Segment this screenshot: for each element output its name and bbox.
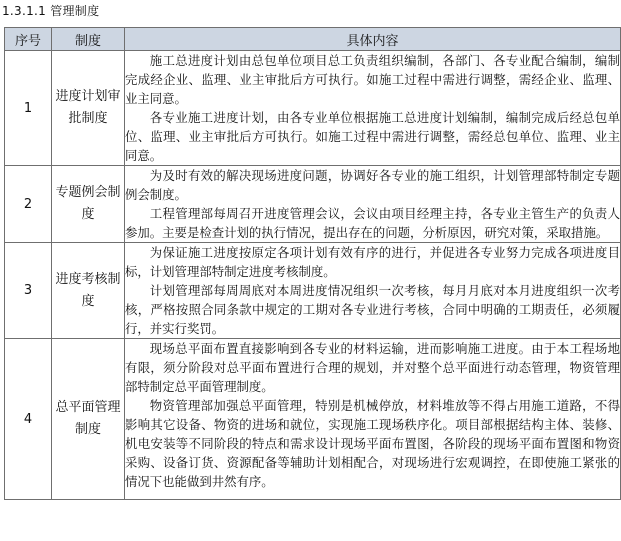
row-number: 3 [5,243,52,339]
system-name: 进度计划审批制度 [52,51,125,166]
system-name: 进度考核制度 [52,243,125,339]
header-content: 具体内容 [125,28,621,51]
system-name: 总平面管理制度 [52,339,125,500]
table-header-row [5,28,621,51]
row-number: 4 [5,339,52,500]
table-row [5,339,621,500]
content-paragraph: 为及时有效的解决现场进度问题，协调好各专业的施工组织，计划管理部特制定专题例会制度。 [125,168,620,202]
content-paragraph: 工程管理部每周召开进度管理会议，会议由项目经理主持，各专业主管生产的负责人参加。主要是检查计划的执行情况，提出存在的问题，分析原因，研究对策，采取措施。 [125,206,620,240]
system-name: 专题例会制度 [52,166,125,243]
management-system-table [4,27,621,500]
content-paragraph: 为保证施工进度按原定各项计划有效有序的进行，并促进各专业努力完成各项进度目标，计划管理部特制定进度考核制度。 [125,245,620,279]
header-system: 制度 [52,28,125,51]
content-paragraph: 各专业施工进度计划，由各专业单位根据施工总进度计划编制，编制完成后经总包单位、监理、业主审批后方可执行。如施工过程中需进行调整，需经总包单位、监理、业主同意。 [125,110,620,163]
content-cell [125,243,621,339]
section-heading: 1.3.1.1 管理制度 [2,4,100,18]
row-number: 1 [5,51,52,166]
content-cell [125,166,621,243]
content-paragraph: 物资管理部加强总平面管理，特别是机械停放，材料堆放等不得占用施工道路，不得影响其它设备、物资的进场和就位，实现施工现场秩序化。项目部根据结构主体、装修、机电安装等不同阶段的特点和需求设计现场平面布置图，各阶段的现场平面布置图和物资采购、设备订货、资源配备等辅助计划相配合，对现场进行宏观调控，在即使施工紧张的情况下也能做到井然有序。 [125,398,620,489]
content-cell [125,339,621,500]
content-cell [125,51,621,166]
content-paragraph: 计划管理部每周周底对本周进度情况组织一次考核，每月月底对本月进度组织一次考核，严格按照合同条款中规定的工期对各专业进行考核，合同中明确的工期责任，必须履行，并实行奖罚。 [125,283,620,336]
table-row [5,166,621,243]
table-row [5,243,621,339]
table-row [5,51,621,166]
header-no: 序号 [5,28,52,51]
content-paragraph: 现场总平面布置直接影响到各专业的材料运输，进而影响施工进度。由于本工程场地有限，须分阶段对总平面布置进行合理的规划，并对整个总平面进行动态管理，物资管理部特制定总平面管理制度。 [125,341,620,394]
content-paragraph: 施工总进度计划由总包单位项目总工负责组织编制，各部门、各专业配合编制，编制完成经企业、监理、业主审批后方可执行。如施工过程中需进行调整，需经企业、监理、业主同意。 [125,53,620,106]
row-number: 2 [5,166,52,243]
